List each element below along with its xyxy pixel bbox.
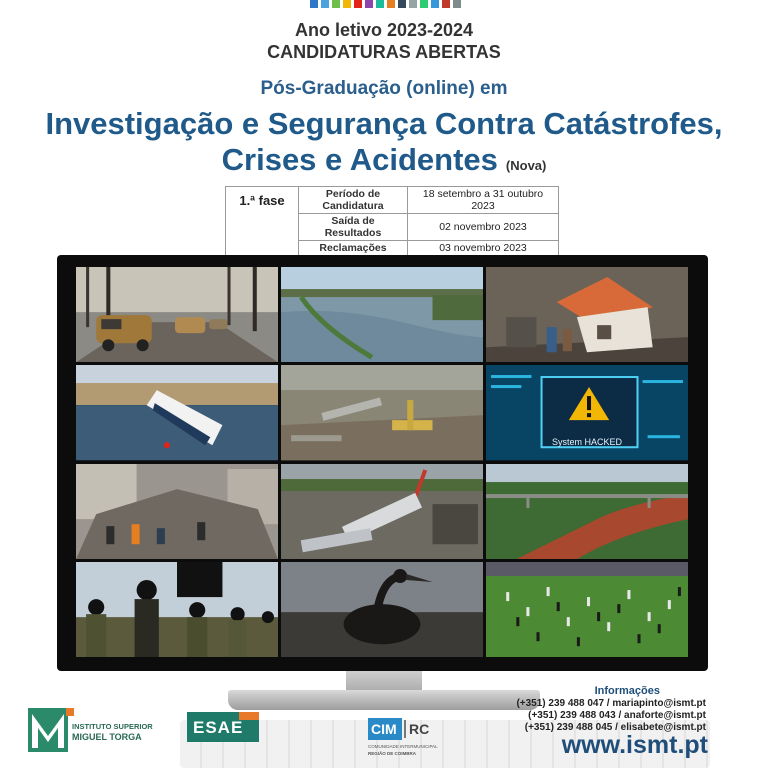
collapsed-building-photo: [76, 464, 278, 559]
info-title: Informações: [594, 685, 660, 697]
esae-text: ESAE: [193, 718, 244, 737]
contact-info: [516, 685, 706, 734]
color-strip-square: [321, 0, 329, 8]
course-title-line2-text: Crises e Acidentes: [221, 142, 498, 177]
rc-text: RC: [409, 721, 430, 737]
applications-open: CANDIDATURAS ABERTAS: [267, 42, 501, 62]
ismt-name-2: MIGUEL TORGA: [72, 732, 142, 742]
contact-line: (+351) 239 488 043 / anaforte@ismt.pt: [528, 710, 706, 721]
color-strip-square: [332, 0, 340, 8]
color-strip-square: [376, 0, 384, 8]
schedule-label: Reclamações: [299, 241, 408, 256]
contact-line: (+351) 239 488 047 / mariapinto@ismt.pt: [516, 698, 706, 709]
disaster-photo-grid: [76, 267, 688, 657]
color-strip-square: [354, 0, 362, 8]
color-strip-square: [365, 0, 373, 8]
earthquake-house-photo: [486, 267, 688, 362]
schedule-value: 03 novembro 2023: [408, 241, 559, 256]
cim-subtitle-2: REGIÃO DE COIMBRA: [368, 751, 417, 756]
color-strip-square: [343, 0, 351, 8]
plane-crash-photo: [281, 365, 483, 460]
system-hacked-photo: [486, 365, 688, 460]
color-strip-square: [409, 0, 417, 8]
color-strip-square: [398, 0, 406, 8]
color-strip-square: [442, 0, 450, 8]
color-strip-square: [453, 0, 461, 8]
capsized-boat-photo: [76, 365, 278, 460]
cim-text: CIM: [371, 721, 397, 737]
phase-cell: 1.ª fase: [226, 187, 299, 283]
stadium-crowd-photo: [486, 562, 688, 657]
monitor-stand-base: [228, 690, 540, 710]
schedule-value: 18 setembro a 31 outubro 2023: [408, 187, 559, 214]
cim-subtitle-1: COMUNIDADE INTERMUNICIPAL: [368, 744, 438, 749]
militants-photo: [76, 562, 278, 657]
color-strip-square: [431, 0, 439, 8]
hacked-text: System HACKED: [552, 436, 623, 447]
esae-logo: [187, 712, 259, 748]
burned-cars-photo: [76, 267, 278, 362]
table-row: [226, 187, 559, 214]
website-link[interactable]: www.ismt.pt: [561, 731, 708, 759]
course-title-line1: Investigação e Segurança Contra Catástrofes,: [45, 106, 723, 141]
color-strip-square: [387, 0, 395, 8]
color-strip-square: [310, 0, 318, 8]
course-title-line2: [0, 142, 768, 178]
oil-bird-photo: [281, 562, 483, 657]
color-strip-square: [420, 0, 428, 8]
monitor: [57, 255, 708, 671]
flood-photo: [281, 267, 483, 362]
academic-year: Ano letivo 2023-2024: [294, 20, 474, 40]
course-type: Pós-Graduação (online) em: [260, 78, 508, 99]
contact-line: (+351) 239 488 045 / elisabete@ismt.pt: [524, 722, 706, 733]
schedule-label: Período de Candidatura: [299, 187, 408, 214]
ismt-logo: [28, 708, 158, 752]
color-strip: [310, 0, 461, 8]
ismt-name-1: INSTITUTO SUPERIOR: [72, 722, 153, 731]
train-derailment-photo: [281, 464, 483, 559]
mudslide-photo: [486, 464, 688, 559]
schedule-label: Saída de Resultados: [299, 214, 408, 241]
schedule-value: 02 novembro 2023: [408, 214, 559, 241]
new-badge: (Nova): [505, 158, 547, 173]
cim-rc-logo: [368, 716, 448, 760]
